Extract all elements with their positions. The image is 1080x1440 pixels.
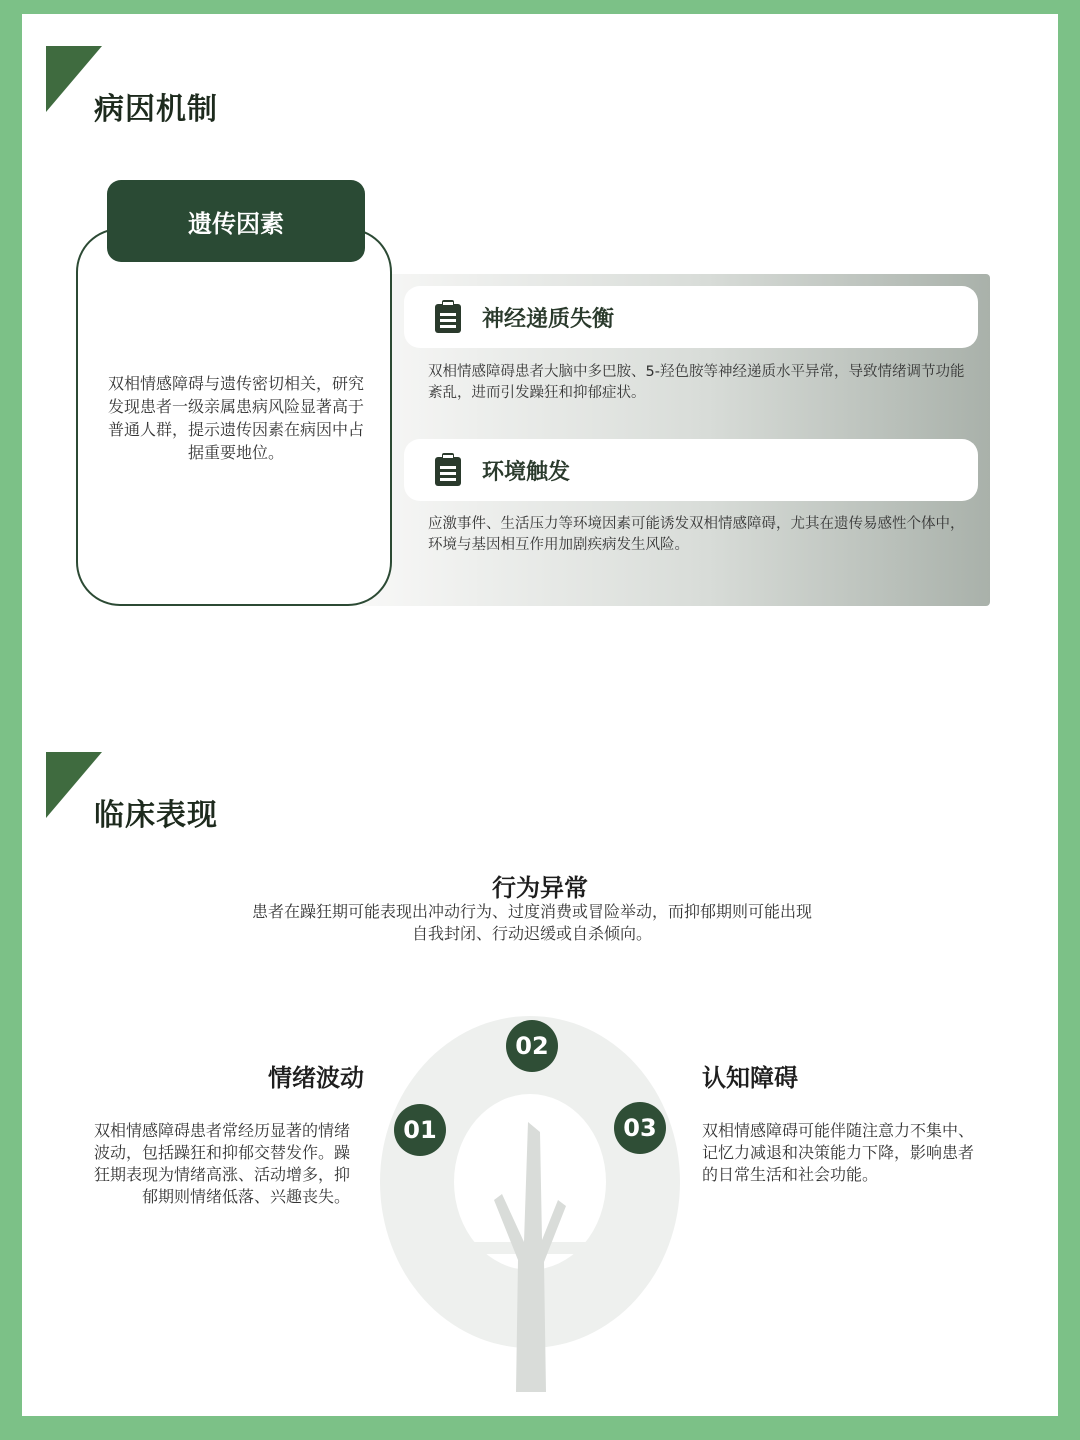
neuro-title-pill bbox=[404, 286, 978, 348]
cognition-title: 认知障碍 bbox=[702, 1064, 798, 1092]
badge-01: 01 bbox=[394, 1104, 446, 1156]
badge-02: 02 bbox=[506, 1020, 558, 1072]
page bbox=[22, 14, 1058, 1416]
badge-03: 03 bbox=[614, 1102, 666, 1154]
section-title-etiology: 病因机制 bbox=[94, 92, 218, 127]
cognition-text: 双相情感障碍可能伴随注意力不集中、记忆力减退和决策能力下降，影响患者的日常生活和社会功能。 bbox=[702, 1121, 975, 1184]
env-text: 应激事件、生活压力等环境因素可能诱发双相情感障碍，尤其在遗传易感性个体中，环境与基因相互作用加剧疾病发生风险。 bbox=[428, 516, 965, 553]
behavior-text: 患者在躁狂期可能表现出冲动行为、过度消费或冒险举动，而抑郁期则可能出现自我封闭、行动迟缓或自杀倾向。 bbox=[251, 902, 812, 943]
genetics-tab: 遗传因素 bbox=[107, 180, 365, 262]
behavior-title: 行为异常 bbox=[492, 874, 588, 902]
clipboard-icon bbox=[434, 300, 462, 334]
emotion-text: 双相情感障碍患者常经历显著的情绪波动，包括躁狂和抑郁交替发作。躁狂期表现为情绪高涨、活动增多，抑郁期则情绪低落、兴趣丧失。 bbox=[93, 1121, 350, 1206]
section-title-clinical: 临床表现 bbox=[94, 798, 218, 833]
neuro-title: 神经递质失衡 bbox=[482, 306, 615, 332]
neuro-text: 双相情感障碍患者大脑中多巴胺、5-羟色胺等神经递质水平异常，导致情绪调节功能紊乱，进而引发躁狂和抑郁症状。 bbox=[428, 364, 965, 401]
env-title: 环境触发 bbox=[482, 459, 571, 485]
clipboard-icon bbox=[434, 453, 462, 487]
env-title-pill bbox=[404, 439, 978, 501]
emotion-title: 情绪波动 bbox=[268, 1064, 364, 1092]
genetics-text: 双相情感障碍与遗传密切相关，研究发现患者一级亲属患病风险显著高于普通人群，提示遗传因素在病因中占据重要地位。 bbox=[107, 374, 364, 462]
